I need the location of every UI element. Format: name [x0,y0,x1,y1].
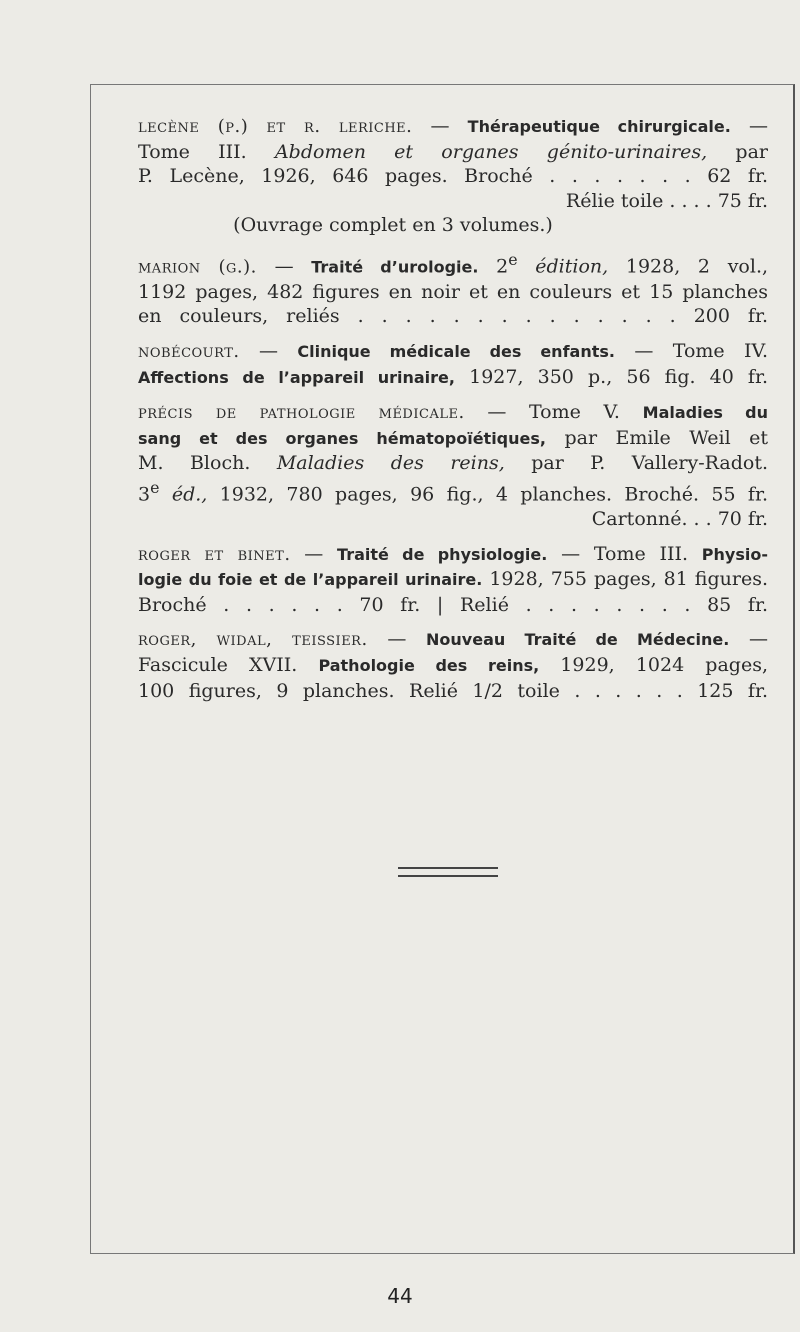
entry-title: Clinique médicale des enfants. [297,342,615,362]
entry-title: Traité de physiologie. [337,544,548,564]
page-number: 44 [387,1284,413,1308]
entry-note: (Ouvrage complet en 3 volumes.) [233,214,553,237]
catalog-entry-roger-binet: roger et binet. — Traité de physiologie. — Tome III. Physio- logie du foie et de l’appareil urinaire. 1928, 755 pages, 81 figures. Broché . . . . . . 70 fr. | Relié . . . . . . . . 85 fr. [138,542,768,616]
catalog-entry-roger-widal: roger, widal, teissier. — Nouveau Traité de Médecine. — Fascicule XVII. Pathologie des reins, 1929, 1024 pages, 100 figures, 9 planches. Relié 1/2 toile . . . . . . 125 fr. [138,628,769,702]
entry-price-line: P. Lecène, 1926, 646 pages. Broché . . . . . . . 62 fr. [138,165,768,188]
entry-title: Traité d’urologie. [311,257,479,277]
entry-author: lecène (p.) et r. leriche. [138,116,413,137]
entry-price-line: Broché . . . . . . 70 fr. | Relié . . . . . . . . 85 fr. [138,593,768,616]
entry-title: Maladies du [642,403,768,423]
entry-author: roger, widal, teissier. [138,629,368,651]
ornamental-divider [398,867,498,877]
entry-price-line: 1927, 350 p., 56 fig. 40 fr. [455,365,768,388]
entry-author: roger et binet. [138,543,291,565]
catalog-list [138,114,768,713]
entry-price-line: Rélie toile . . . . 75 fr. [565,189,768,212]
entry-price-line: 3e éd., 1932, 780 pages, 96 fig., 4 planches. Broché. 55 fr. [138,478,768,506]
entry-subtitle: Abdomen et organes génito-urinaires, [274,140,708,163]
entry-author: marion (g.). [138,256,257,278]
entry-author: précis de pathologie médicale. [138,402,465,424]
catalog-entry-nobecourt: nobécourt. — Clinique médicale des enfants. — Tome IV. Affections de l’appareil urinaire, 1927, 350 p., 56 fig. 40 fr. [138,340,768,388]
catalog-entry-precis: précis de pathologie médicale. — Tome V. Maladies du sang et des organes hématopoïétiques, par Emile Weil et M. Bloch. Maladies des reins, par P. Vallery-Radot. 3e éd., 1932, 780 pages, 96 fig., 4 planches. Broché. 55 fr. Cartonné. . . 70 fr. [138,401,769,530]
entry-title: Thérapeutique chirurgicale. [467,117,731,136]
entry-author: nobécourt. [138,341,240,363]
entry-price-line: en couleurs, reliés . . . . . . . . . . . . . . 200 fr. [138,305,768,328]
entry-title: Nouveau Traité de Médecine. [426,630,730,650]
entry-price-line: 100 figures, 9 planches. Relié 1/2 toile . . . . . . 125 fr. [138,679,768,702]
entry-price-line: Cartonné. . . 70 fr. [591,507,768,530]
catalog-entry-marion: marion (g.). — Traité d’urologie. 2e édition, 1928, 2 vol., 1192 pages, 482 figures en noir et en couleurs et 15 planches en couleurs, reliés . . . . . . . . . . . . . . 200 fr. [138,249,769,328]
catalog-entry-lecene: lecène (p.) et r. leriche. — Thérapeutique chirurgicale. — Tome III. Abdomen et organes génito-urinaires, par P. Lecène, 1926, 646 pages. Broché . . . . . . . 62 fr. Rélie toile . . . . 75 fr. (Ouvrage complet en 3 volumes.) [138,115,768,237]
